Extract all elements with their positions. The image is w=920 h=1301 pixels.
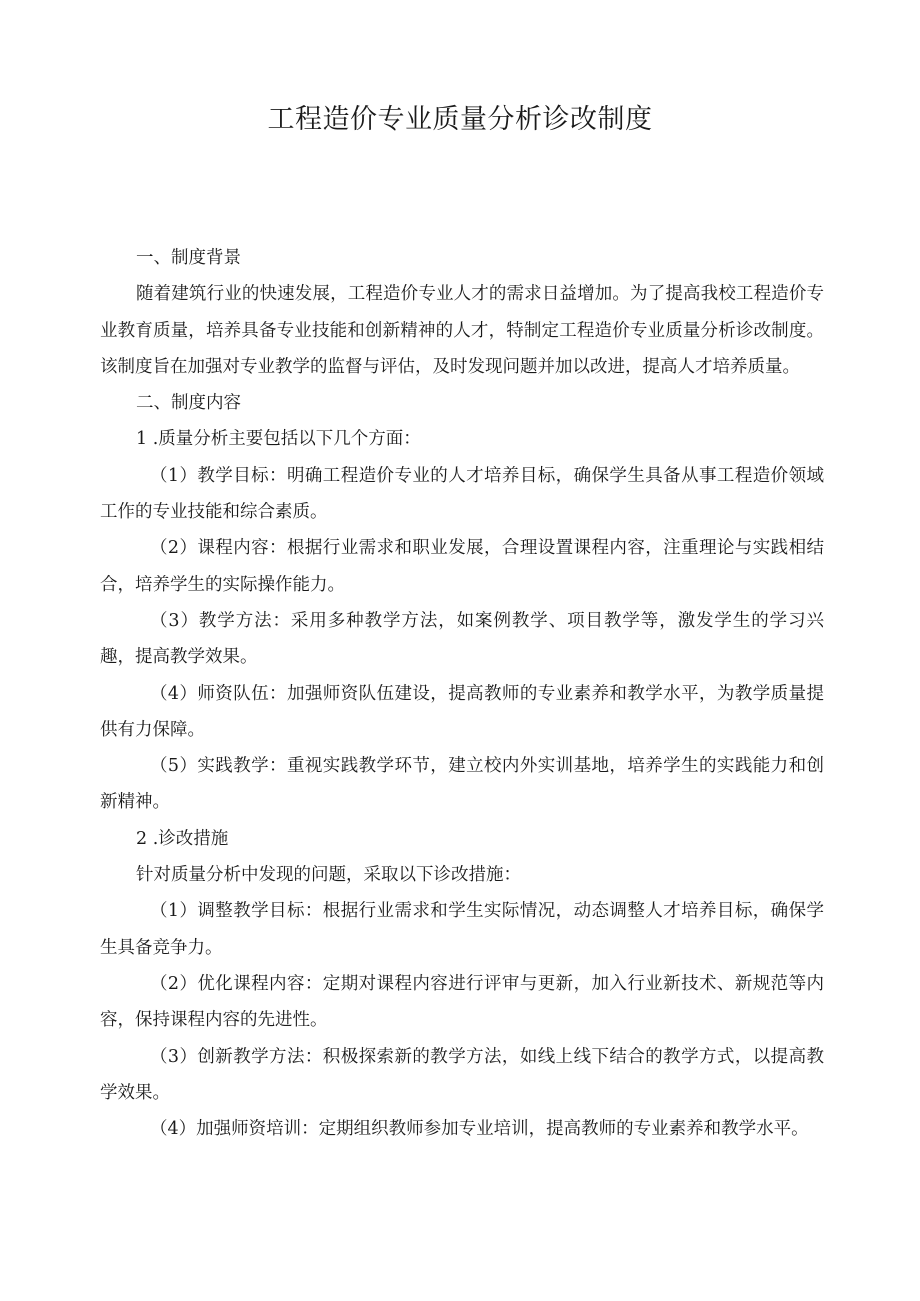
paragraph: 二、制度内容 [136, 393, 241, 414]
paragraph: 一、制度背景 [136, 248, 241, 268]
paragraph: （3）教学方法：采用多种教学方法，如案例教学、项目教学等，激发学生的学习兴趣，提高教学效果。 [100, 610, 824, 668]
paragraph: （4）师资队伍：加强师资队伍建设，提高教师的专业素养和教学水平，为教学质量提供有力保障。 [100, 683, 824, 740]
paragraph: 1 .质量分析主要包括以下几个方面： [136, 429, 421, 450]
paragraph: （5）实践教学：重视实践教学环节，建立校内外实训基地，培养学生的实践能力和创新精神。 [100, 756, 824, 813]
paragraph: （2）课程内容：根据行业需求和职业发展，合理设置课程内容，注重理论与实践相结合，培养学生的实际操作能力。 [100, 538, 824, 595]
paragraph: （2）优化课程内容：定期对课程内容进行评审与更新，加入行业新技术、新规范等内容，保持课程内容的先进性。 [100, 973, 824, 1031]
paragraph: 针对质量分析中发现的问题，采取以下诊改措施： [136, 865, 521, 886]
paragraph: （4）加强师资培训：定期组织教师参加专业培训，提高教师的专业素养和教学水平。 [150, 1119, 809, 1140]
paragraph: （3）创新教学方法：积极探索新的教学方法，如线上线下结合的教学方式，以提高教学效果。 [100, 1046, 824, 1103]
paragraph: （1）教学目标：明确工程造价专业的人才培养目标，确保学生具备从事工程造价领域工作的专业技能和综合素质。 [100, 465, 824, 523]
document-body [100, 240, 824, 1147]
paragraph: 2 .诊改措施 [136, 828, 229, 849]
paragraph: 随着建筑行业的快速发展，工程造价专业人才的需求日益增加。为了提高我校工程造价专业教育质量，培养具备专业技能和创新精神的人才，特制定工程造价专业质量分析诊改制度。该制度旨在加强对专业教学的监督与评估，及时发现问题并加以改进，提高人才培养质量。 [100, 284, 824, 377]
paragraph: （1）调整教学目标：根据行业需求和学生实际情况，动态调整人才培养目标，确保学生具备竞争力。 [100, 901, 824, 958]
document-title: 工程造价专业质量分析诊改制度 [267, 104, 653, 135]
